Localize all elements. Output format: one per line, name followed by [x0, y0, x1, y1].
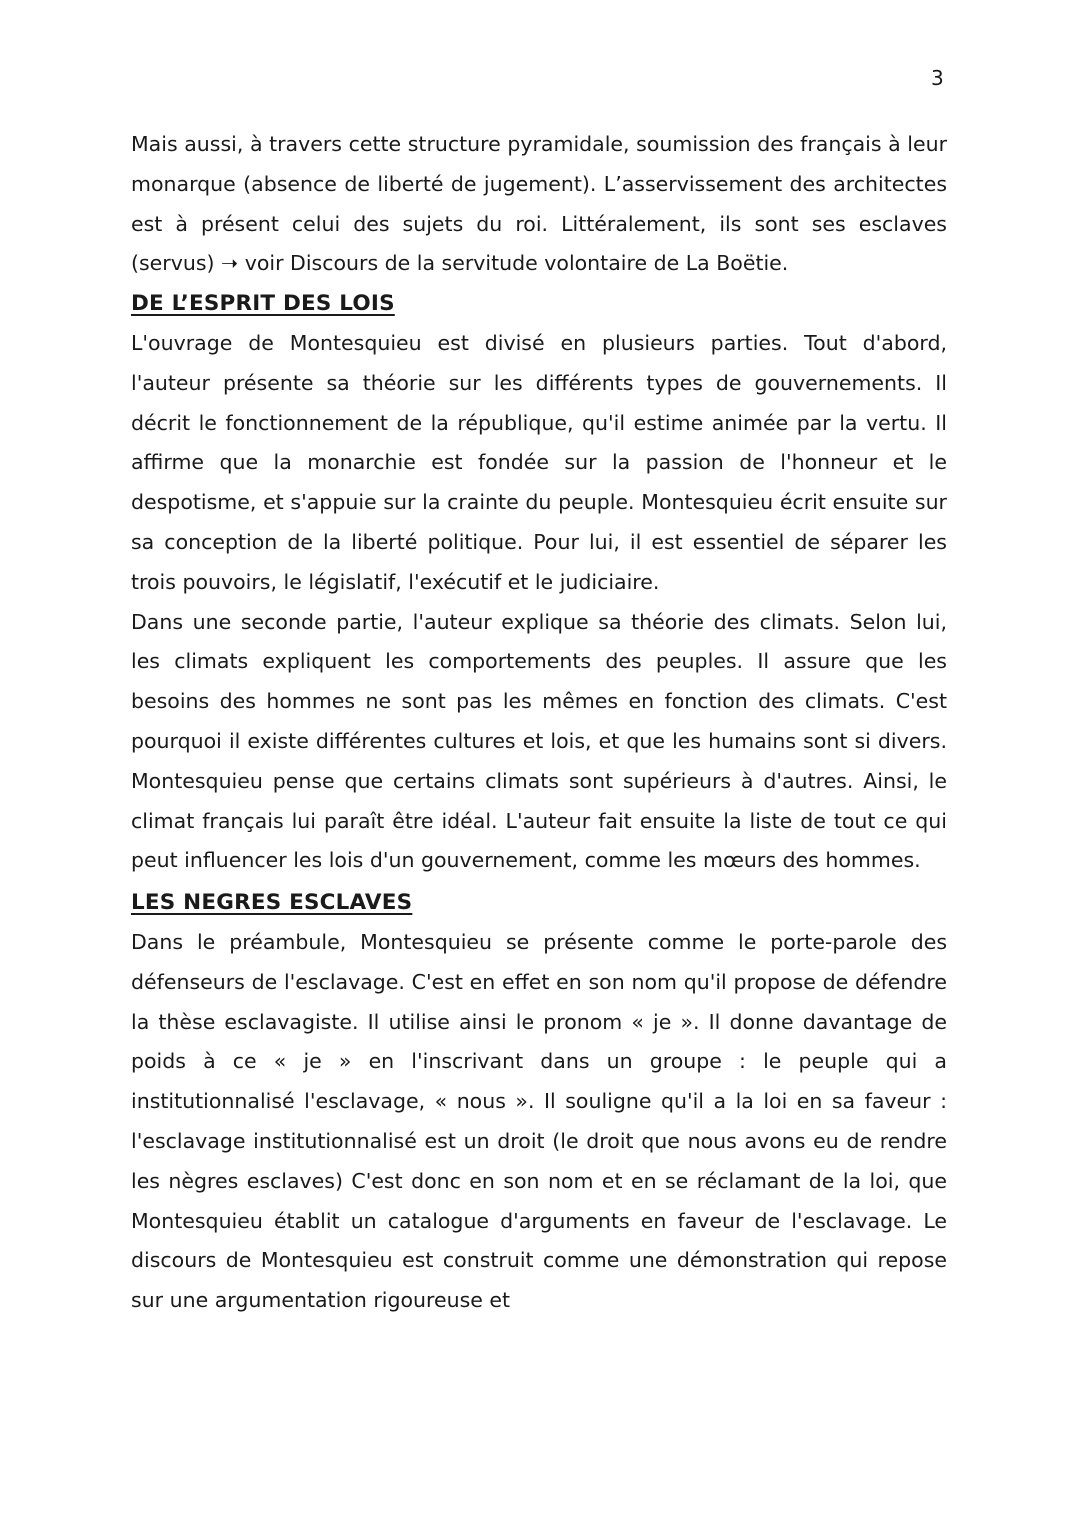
section-title-negres-esclaves: LES NEGRES ESCLAVES: [131, 890, 413, 916]
paragraph-negres-esclaves-1: Dans le préambule, Montesquieu se présente comme le porte-parole des défenseurs de l'esclavage. C'est en effet en son nom qu'il propose de défendre la thèse esclavagiste. Il utilise ainsi le pronom « je ». Il donne davantage de poids à ce « je » en l'inscrivant dans un groupe : le peuple qui a institutionnalisé l'esclavage, « nous ». Il souligne qu'il a la loi en sa faveur : l'esclavage institutionnalisé est un droit (le droit que nous avons eu de rendre les nègres esclaves) C'est donc en son nom et en se réclamant de la loi, que Montesquieu établit un catalogue d'arguments en faveur de l'esclavage. Le discours de Montesquieu est construit comme une démonstration qui repose sur une argumentation rigoureuse et: [131, 929, 947, 1313]
document-body: [131, 125, 947, 1321]
paragraph-esprit-des-lois-2: Dans une seconde partie, l'auteur explique sa théorie des climats. Selon lui, les climats expliquent les comportements des peuples. Il assure que les besoins des hommes ne sont pas les mêmes en fonction des climats. C'est pourquoi il existe différentes cultures et lois, et que les humains sont si divers. Montesquieu pense que certains climats sont supérieurs à d'autres. Ainsi, le climat français lui paraît être idéal. L'auteur fait ensuite la liste de tout ce qui peut influencer les lois d'un gouvernement, comme les mœurs des hommes.: [131, 609, 947, 873]
section-title-esprit-des-lois: DE L’ESPRIT DES LOIS: [131, 291, 395, 317]
paragraph-esprit-des-lois-1: L'ouvrage de Montesquieu est divisé en plusieurs parties. Tout d'abord, l'auteur présente sa théorie sur les différents types de gouvernements. Il décrit le fonctionnement de la république, qu'il estime animée par la vertu. Il affirme que la monarchie est fondée sur la passion de l'honneur et le despotisme, et s'appuie sur la crainte du peuple. Montesquieu écrit ensuite sur sa conception de la liberté politique. Pour lui, il est essentiel de séparer les trois pouvoirs, le législatif, l'exécutif et le judiciaire.: [131, 330, 947, 594]
page-number: 3: [931, 66, 944, 90]
intro-paragraph: Mais aussi, à travers cette structure pyramidale, soumission des français à leur monarque (absence de liberté de jugement). L’asservissement des architectes est à présent celui des sujets du roi. Littéralement, ils sont ses esclaves (servus) ➝ voir Discours de la servitude volontaire de La Boëtie.: [131, 132, 947, 276]
